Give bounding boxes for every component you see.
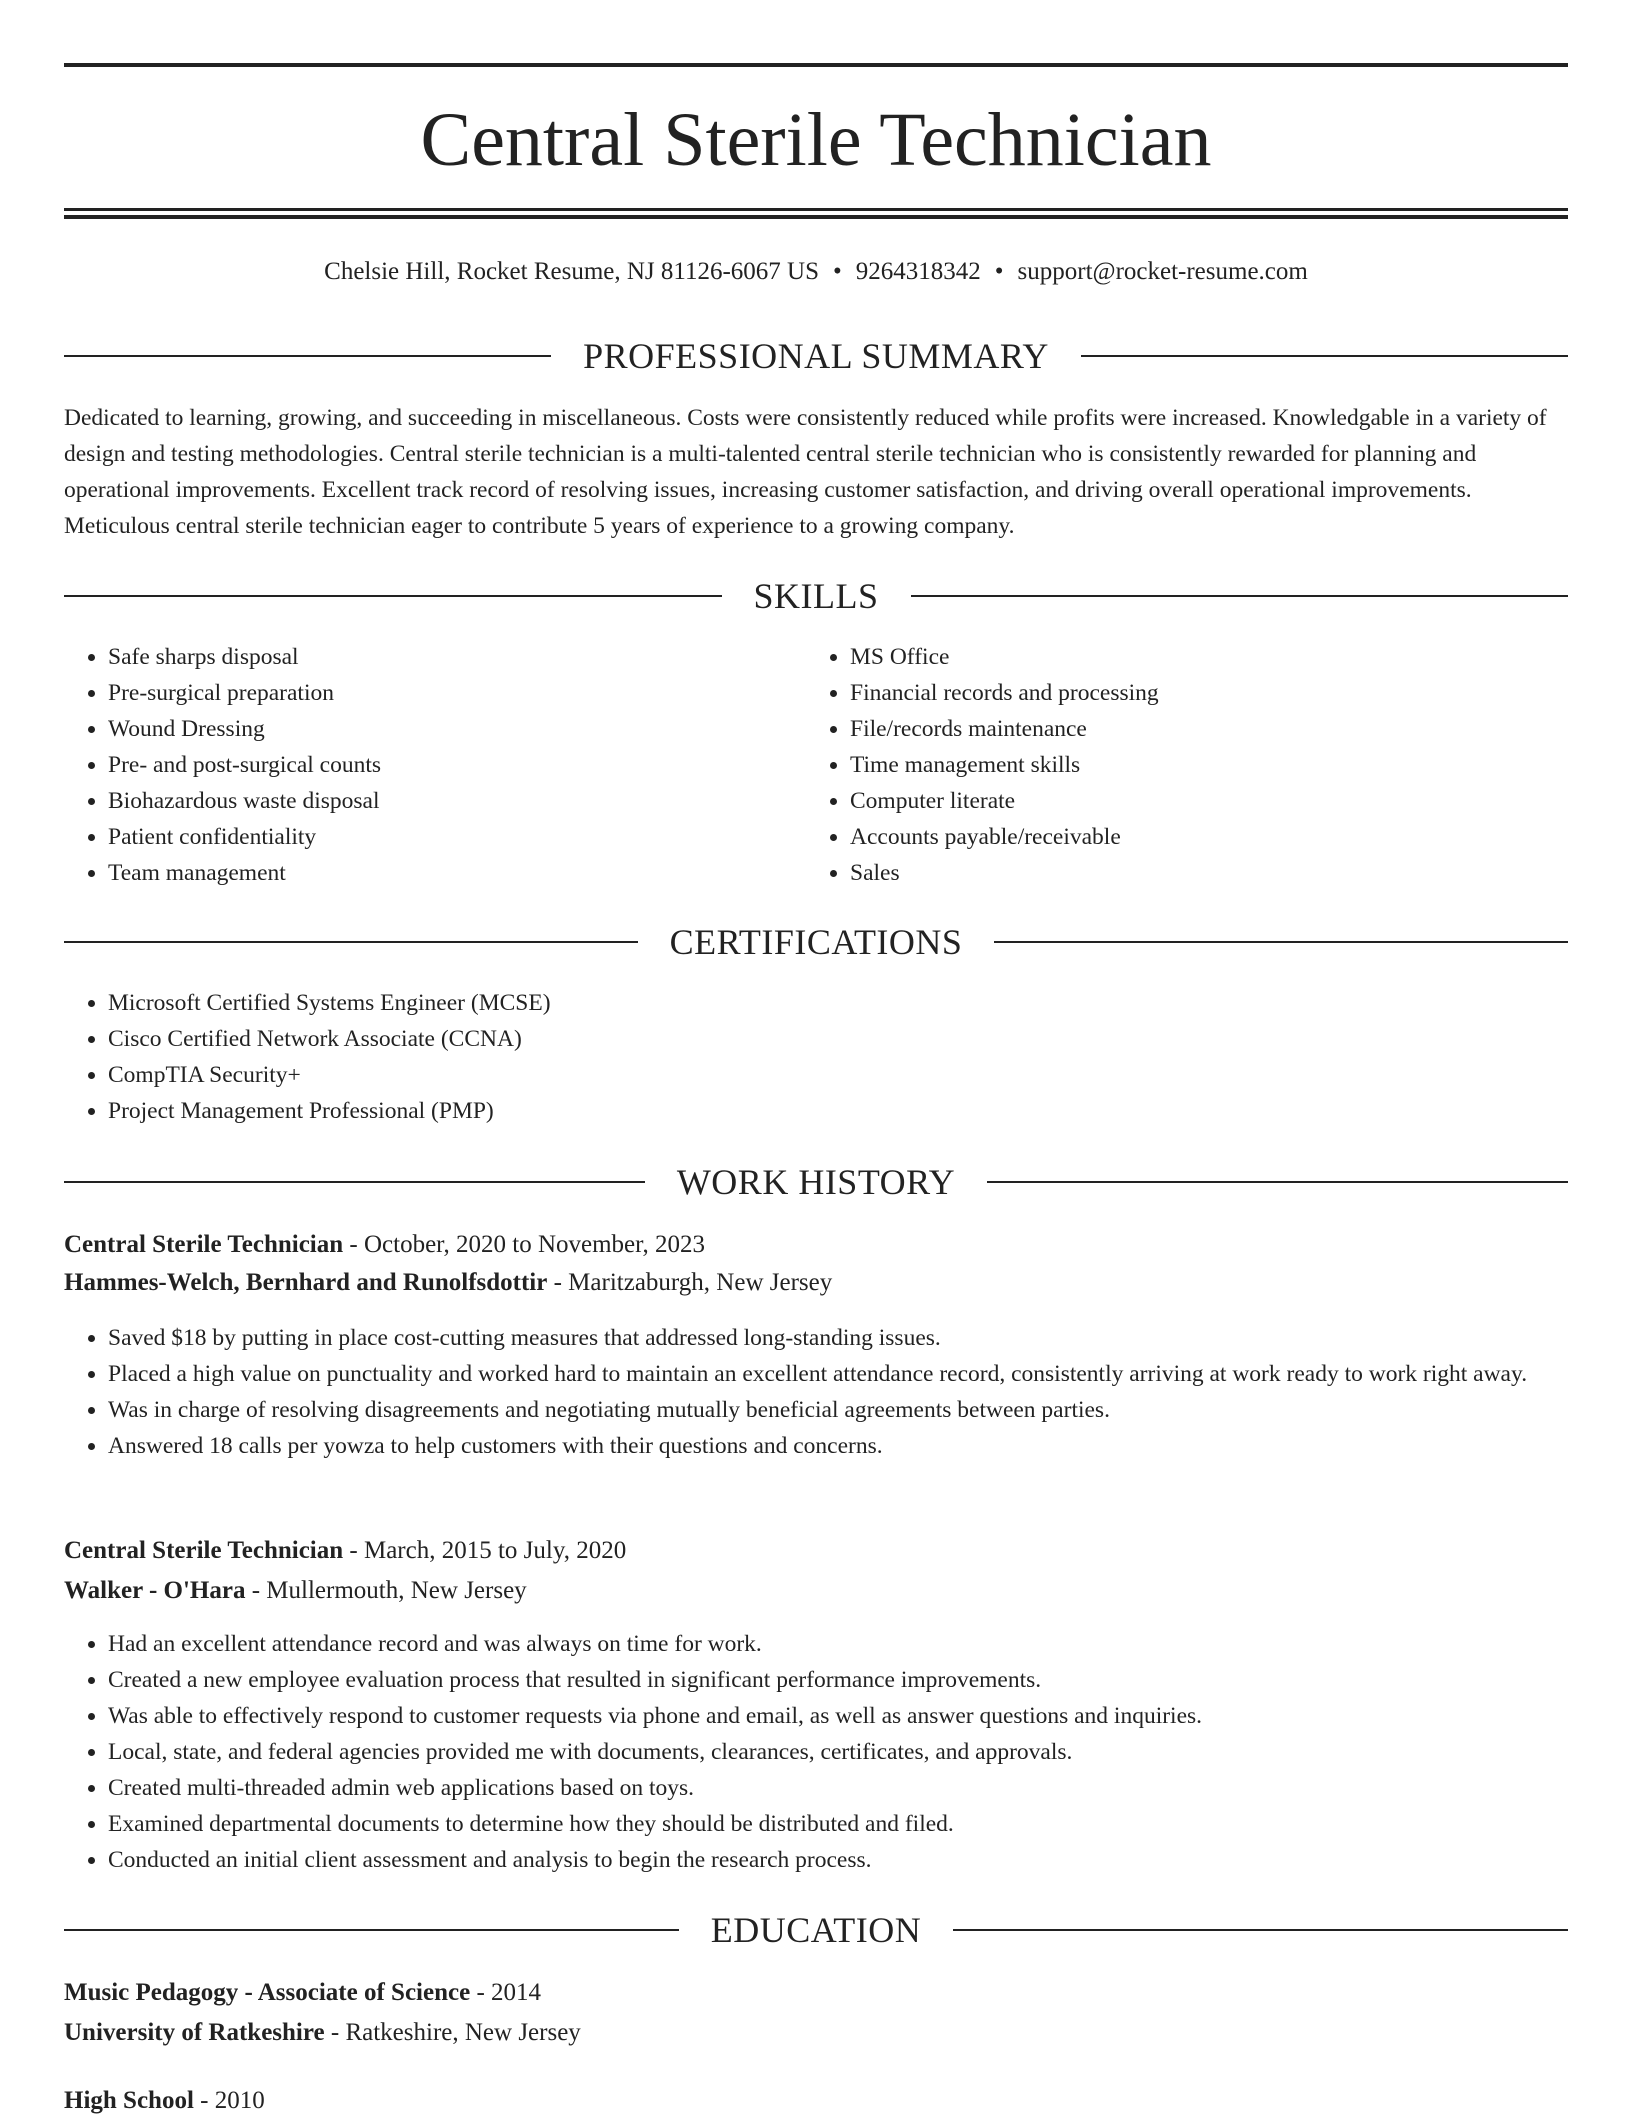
- skill-item: • Safe sharps disposal: [108, 639, 798, 675]
- job-bullet: • Local, state, and federal agencies provided me with documents, clearances, certificates, and approvals.: [108, 1734, 1612, 1770]
- top-rule: [64, 63, 1568, 67]
- contact-line: [0, 255, 1632, 289]
- heading-rule: [953, 1929, 1568, 1931]
- job-title: Central Sterile Technician: [64, 1231, 344, 1258]
- contact-separator: •: [994, 258, 1004, 285]
- job-company-line: [64, 1573, 1568, 1609]
- skill-item: • MS Office: [850, 639, 1610, 675]
- section-heading-skills: [64, 574, 1568, 618]
- education-degree: Music Pedagogy - Associate of Science: [64, 1979, 471, 2006]
- resume-title: Central Sterile Technician: [420, 98, 1212, 182]
- skill-item: • Biohazardous waste disposal: [108, 783, 798, 819]
- job-title: Central Sterile Technician: [64, 1537, 344, 1564]
- heading-rule: [64, 1929, 679, 1931]
- skill-item: • Patient confidentiality: [108, 819, 798, 855]
- heading-rule: [64, 595, 722, 597]
- section-title: SKILLS: [753, 576, 879, 616]
- section-title: CERTIFICATIONS: [669, 922, 963, 962]
- job-bullet: • Was able to effectively respond to customer requests via phone and email, as well as answer questions and inquiries.: [108, 1698, 1612, 1734]
- heading-rule: [994, 941, 1568, 943]
- job-dates: - March, 2015 to July, 2020: [343, 1537, 627, 1564]
- skills-list-left: [64, 639, 798, 891]
- certification-item: • CompTIA Security+: [108, 1057, 1568, 1093]
- section-heading-certifications: [64, 920, 1568, 964]
- job-company-line: [64, 1265, 1568, 1301]
- skill-item: • Financial records and processing: [850, 675, 1610, 711]
- education-location: - Ratkeshire, New Jersey: [324, 2019, 581, 2046]
- section-heading-education: [64, 1908, 1568, 1952]
- job-bullet: • Created a new employee evaluation process that resulted in significant performance improvements.: [108, 1662, 1612, 1698]
- education-year: - 2014: [470, 1979, 542, 2006]
- certifications-list: [64, 985, 1568, 1129]
- job-company: Hammes-Welch, Bernhard and Runolfsdottir: [64, 1269, 548, 1296]
- heading-rule: [911, 595, 1569, 597]
- contact-phone: 9264318342: [855, 258, 981, 285]
- section-title: EDUCATION: [710, 1910, 922, 1950]
- job-location: - Maritzaburgh, New Jersey: [547, 1269, 833, 1296]
- job-company: Walker - O'Hara: [64, 1577, 246, 1604]
- education-degree-line: [64, 2083, 1568, 2119]
- job-title-line: [64, 1533, 1568, 1569]
- job-bullet: • Examined departmental documents to determine how they should be distributed and filed.: [108, 1806, 1612, 1842]
- section-title: WORK HISTORY: [676, 1162, 956, 1202]
- certification-item: • Project Management Professional (PMP): [108, 1093, 1568, 1129]
- heading-rule: [1081, 355, 1568, 357]
- summary-text: Dedicated to learning, growing, and succeeding in miscellaneous. Costs were consistently reduced while profits were increased. Knowledgable in a variety of design and testing methodologies. Central sterile technician is a multi-talented central sterile technician who is consistently rewarded for planning and operational improvements. Excellent track record of resolving issues, increasing customer satisfaction, and driving overall operational improvements. Meticulous central sterile technician eager to contribute 5 years of experience to a growing company.: [64, 405, 1547, 539]
- skill-item: • Sales: [850, 855, 1610, 891]
- education-school-line: [64, 2015, 1568, 2051]
- skill-item: • Time management skills: [850, 747, 1610, 783]
- skill-item: • File/records maintenance: [850, 711, 1610, 747]
- skill-item: • Computer literate: [850, 783, 1610, 819]
- job-bullet: • Placed a high value on punctuality and worked hard to maintain an excellent attendance record, consistently arriving at work ready to work right away.: [108, 1356, 1612, 1392]
- heading-rule: [987, 1181, 1568, 1183]
- contact-separator: •: [833, 258, 842, 285]
- job-bullet: • Was in charge of resolving disagreements and negotiating mutually beneficial agreements between parties.: [108, 1392, 1612, 1428]
- section-heading-summary: [64, 334, 1568, 378]
- skill-item: • Accounts payable/receivable: [850, 819, 1610, 855]
- job-bullets: [64, 1320, 1612, 1464]
- education-year: - 2010: [193, 2087, 265, 2114]
- education-school: University of Ratkeshire: [64, 2019, 325, 2046]
- title-double-rule-lower: [64, 215, 1568, 219]
- heading-rule: [64, 941, 638, 943]
- skill-item: • Wound Dressing: [108, 711, 798, 747]
- job-title-line: [64, 1227, 1568, 1263]
- heading-rule: [64, 1181, 645, 1183]
- section-title: PROFESSIONAL SUMMARY: [583, 336, 1049, 376]
- skills-list-right: [806, 639, 1610, 891]
- education-degree-line: [64, 1975, 1568, 2011]
- job-bullet: • Conducted an initial client assessment and analysis to begin the research process.: [108, 1842, 1612, 1878]
- education-degree: High School: [64, 2087, 194, 2114]
- title-double-rule-upper: [64, 208, 1568, 211]
- skill-item: • Pre- and post-surgical counts: [108, 747, 798, 783]
- job-dates: - October, 2020 to November, 2023: [343, 1231, 705, 1258]
- job-bullet: • Saved $18 by putting in place cost-cutting measures that addressed long-standing issues.: [108, 1320, 1612, 1356]
- contact-email: support@rocket-resume.com: [1017, 258, 1308, 285]
- skill-item: • Pre-surgical preparation: [108, 675, 798, 711]
- job-bullets: [64, 1626, 1612, 1878]
- heading-rule: [64, 355, 551, 357]
- job-bullet: • Had an excellent attendance record and was always on time for work.: [108, 1626, 1612, 1662]
- section-heading-work-history: [64, 1160, 1568, 1204]
- job-bullet: • Created multi-threaded admin web applications based on toys.: [108, 1770, 1612, 1806]
- certification-item: • Cisco Certified Network Associate (CCNA): [108, 1021, 1568, 1057]
- certification-item: • Microsoft Certified Systems Engineer (MCSE): [108, 985, 1568, 1021]
- job-location: - Mullermouth, New Jersey: [245, 1577, 527, 1604]
- job-bullet: • Answered 18 calls per yowza to help customers with their questions and concerns.: [108, 1428, 1612, 1464]
- skill-item: • Team management: [108, 855, 798, 891]
- contact-address: Chelsie Hill, Rocket Resume, NJ 81126-6067 US: [324, 258, 820, 285]
